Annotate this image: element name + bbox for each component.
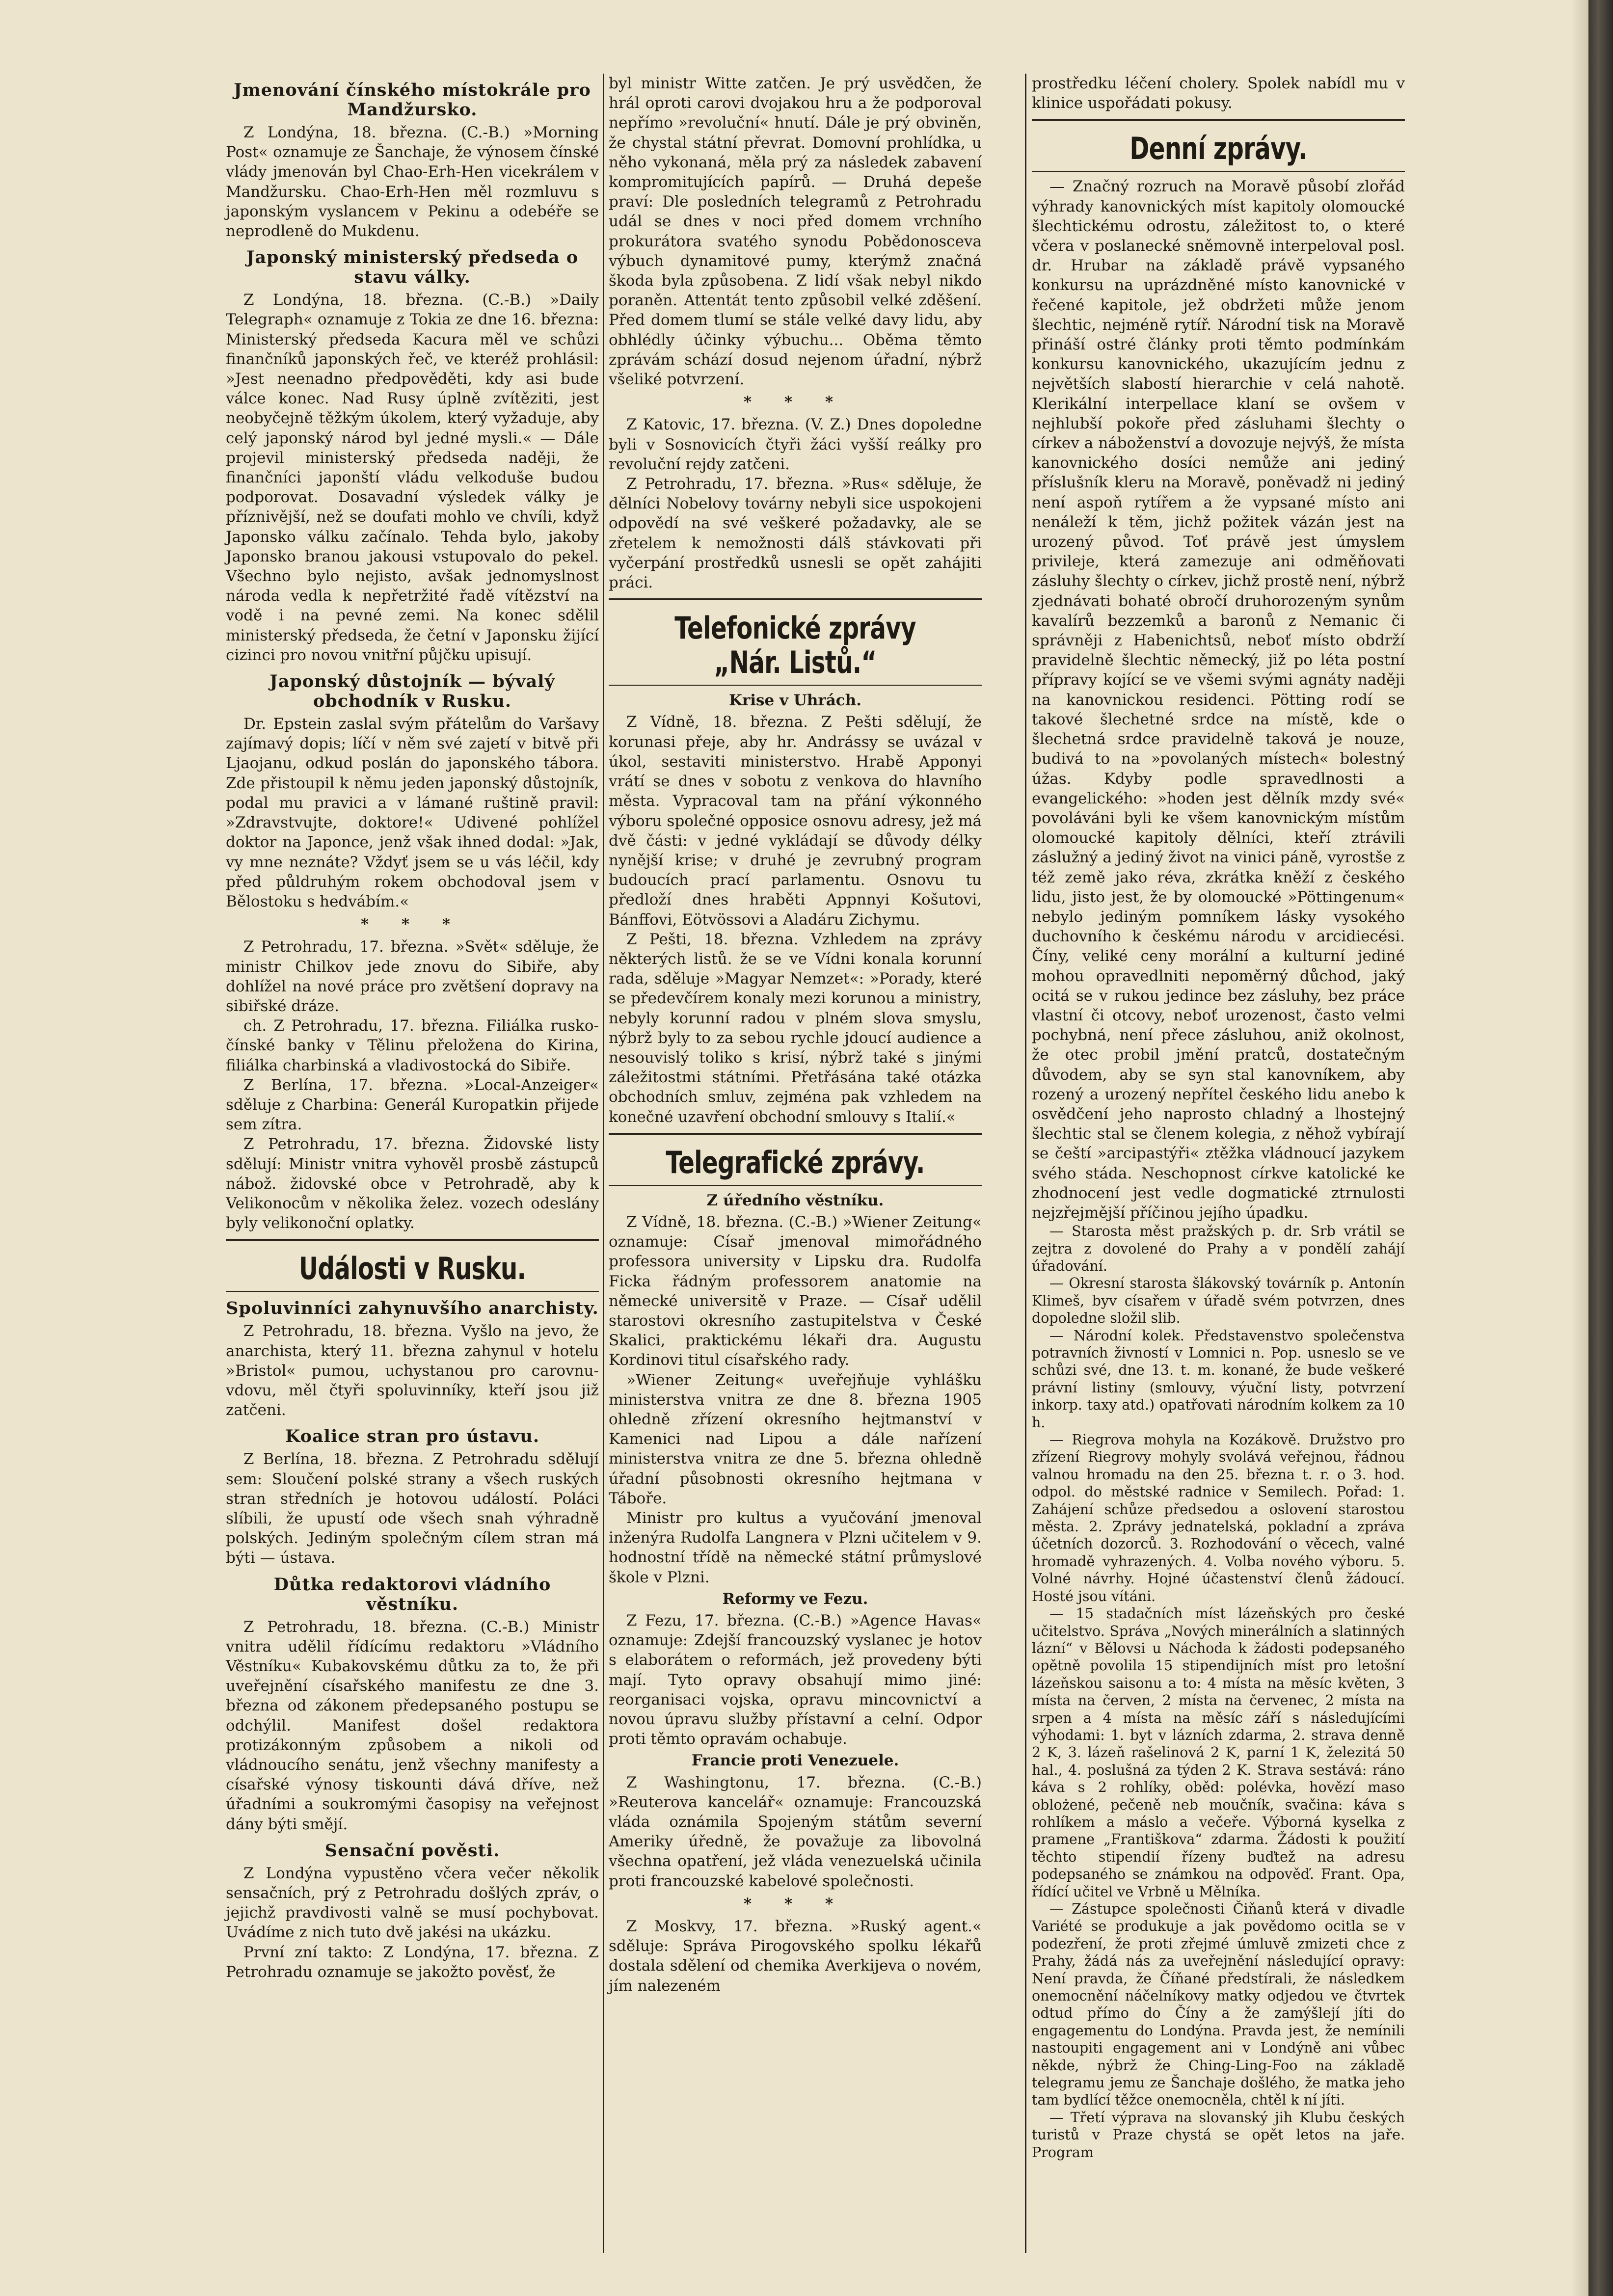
article-paragraph: Z Petrohradu, 18. března. Vyšlo na jevo, že anarchista, který 11. března zahynul v hotelu »Bristol« pumou, uchystanou pro carovnu-vdovu, měl čtyři spoluvinníky, kteří jsou již zatčeni. [226, 1322, 599, 1419]
article-paragraph: Z Moskvy, 17. března. »Ruský agent.« sděluje: Správa Pirogovského spolku lékařů dostala sdělení od chemika Averkijeva o novém, jím nalezeném [609, 1918, 982, 1995]
news-item: — Zástupce společnosti Čiňanů která v divadle Variété se produkuje a jak povědomo ocitla se v podezření, že proti zřejmé úmluvě zmizeti chce z Prahy, žádá nás za uveřejnění následující opravy: Není pravda, že Číňané předstírali, že následkem onemocnění náčelníkovy matky odjedou ve čtvrtek odtud přímo do Číny a že zamýšlejí jíti do engagementu do Londýna. Pravda jest, že nemínili nastoupiti engagement ani v Londýně ani vůbec někde, nýbrž že Ching-Ling-Foo na základě telegramu jemu ze Šanchaje došlého, že matka jeho tam bydlící těžce onemocněla, chtěl k ní jíti. [1032, 1901, 1405, 2109]
article-paragraph: Ministr pro kultus a vyučování jmenoval inženýra Rudolfa Langnera v Plzni učitelem v 9. hodnostní třídě na německé státní průmyslové škole v Plzni. [609, 1509, 982, 1586]
page-fold-shadow [1571, 0, 1588, 2296]
article-heading: Sensační pověsti. [324, 1840, 500, 1861]
news-item: — Starosta měst pražských p. dr. Srb vrátil se zejtra z dovolené do Prahy a v pondělí zahájí úřadování. [1032, 1223, 1405, 1274]
section-rule [226, 1239, 599, 1241]
subsection-title: Krise v Uhrách. [728, 692, 862, 710]
news-item: — Národní kolek. Představenstvo společenstva potravních živností v Lomnici n. Pop. usneslo se ve schůzi své, dne 13. t. m. konané, že bude veškeré právní listiny (smlouvy, výuční listy, potvrzení inkorp. taxy atd.) opatřovati národním kolkem za 10 h. [1032, 1327, 1405, 1431]
article-paragraph: Z Londýna, 18. března. (C.-B.) »Daily Telegraph« oznamuje z Tokia ze dne 16. března: Ministerský předseda Kacura měl ve schůzi finančníků japonských řeč, ve kteréž prohlásil: »Jest neenadno předpověděti, kdy asi bude válce konec. Nad Rusy úplně zvítěziti, jest neobyčejně těžkým úkolem, který vyžaduje, aby celý japonský národ byl jedné mysli.« — Dále projevil ministerský předseda naději, že finančníci japonští vládu velkoduše budou podporovat. Dosavadní výsledek války je příznivější, než se doufati mohlo ve chvíli, když Japonsko válku začínalo. Tehda bylo, jakoby Japonsko branou jakousi vstupovalo do pekel. Všechno bylo nejisto, avšak jednomyslnost národa vedla k nepřetržité řadě vítězství na vodě i na pevné zemi. Na konec sdělil ministerský předseda, že četní v Japonsku žijící cizinci pro novou vnitřní půjčku upisují. [226, 291, 599, 664]
article-paragraph: Z Berlína, 18. března. Z Petrohradu sdělují sem: Sloučení polské strany a všech ruských stran středních je hotovou událostí. Poláci slíbili, že upustí ode všech snah výhradně polských. Jediným společným cílem stran má býti — ústava. [226, 1450, 599, 1567]
article-heading: Jmenování čínského místokrále pro Mandžursko. [234, 80, 591, 120]
section-separator: * * * [743, 1895, 847, 1913]
column-1 [226, 74, 599, 1982]
section-rule [609, 1185, 982, 1186]
article-paragraph: Z Petrohradu, 17. března. »Rus« sděluje, že dělníci Nobelovy továrny nebyli sice uspokojeni odpovědí na své veškeré požadavky, ale se zřetelem k nemožnosti dálš stávkovati při vyčerpání prostředků usnesli se opět zahájiti práci. [609, 475, 982, 592]
article-paragraph: byl ministr Witte zatčen. Je prý usvědčen, že hrál oproti carovi dvojakou hru a že podporoval nepřímo »revoluční« hnutí. Dále je prý obviněn, že chystal státní převrat. Domovní prohlídka, u něho vykonaná, měla prý za následek zabavení kompromitujících papírů. — Druhá depeše praví: Dle posledních telegramů z Petrohradu udál se dnes v noci před domem vrchního prokurátora svatého synodu Pobědonosceva výbuch dynamitové pumy, kterýmž značná škoda byla způsobena. Z lidí však nebyl nikdo poraněn. Attentát tento způsobil velké zděšení. Před domem tlumí se stále velké davy lidu, aby obhlédly účinky výbuchu... Oběma těmto zprávám schází dosud nejenom úřadní, nýbrž všeliké potvrzení. [609, 75, 982, 389]
article-paragraph: Dr. Epstein zaslal svým přátelům do Varšavy zajímavý dopis; líčí v něm své zajetí v bitvě při Ljaojanu, odkud poslán do japonského tábora. Zde přistoupil k němu jeden japonský důstojník, podal mu pravici a v lámané ruštině pravil: »Zdravstvujte, doktore!« Udivené pohlížel doktor na Japonce, jenž však ihned dodal: »Jak, vy mne neznáte? Vždyť jsem se u vás léčil, kdy před půldruhým rokem obchodoval jsem v Bělostoku s hedvábím.« [226, 715, 599, 910]
section-separator: * * * [360, 915, 464, 934]
article-paragraph: První zní takto: Z Londýna, 17. března. Z Petrohradu oznamuje se jakožto pověsť, že [226, 1943, 599, 1981]
article-paragraph: Z Londýna, 18. března. (C.-B.) »Morning Post« oznamuje ze Šanchaje, že výnosem čínské vlády jmenován byl Chao-Erh-Hen vicekrálem v Mandžursku. Chao-Erh-Hen měl rozmluvu s japonským vyslancem v Pekinu a odebéře se neprodleně do Mukdenu. [226, 124, 599, 240]
article-heading: Důtka redaktorovi vládního věstníku. [273, 1574, 551, 1614]
section-title: Události v Rusku. [298, 1251, 526, 1287]
column-2 [609, 74, 982, 1996]
article-paragraph: Z Fezu, 17. března. (C.-B.) »Agence Havas« oznamuje: Zdejší francouzský vyslanec je hotov s elaborátem o reformách, jež provedeny býti mají. Tyto opravy obsahují mimo jiné: reorganisaci vojska, opravu mincovnictví a novou úpravu služby přístavní a celní. Odpor proti těmto opravám ochabuje. [609, 1612, 982, 1748]
article-heading: Japonský ministerský předseda o stavu války. [246, 247, 579, 288]
section-rule [609, 685, 982, 686]
news-items-block [1032, 1223, 1405, 2161]
subsection-title: Z úředního věstníku. [706, 1191, 884, 1209]
article-paragraph: Z Pešti, 18. března. Vzhledem na zprávy některých listů. že se ve Vídni konala korunní rada, sděluje »Magyar Nemzet«: »Porady, které se předevčírem konaly mezi korunou a ministry, nebyly korunní radou v plném slova smyslu, nýbrž byly to za sebou rychle jdoucí audience a nesouvislý toliko s krisí, nýbrž také s jinými záležitostmi státními. Přetřásána také otázka obchodních smluv, zejména pak vzhledem na konečné uzavření obchodní smlouvy s Italií.« [609, 930, 982, 1126]
article-paragraph: »Wiener Zeitung« uveřejňuje vyhlášku ministerstva vnitra ze dne 8. března 1905 ohledně zřízení okresního hejtmanství v Kamenici nad Lipou a dále nařízení ministerstva vnitra ze dne 5. března ohledně úřadní působnosti okresního hejtmana v Táboře. [609, 1371, 982, 1507]
article-paragraph: Z Petrohradu, 17. března. »Svět« sděluje, že ministr Chilkov jede znovu do Sibiře, aby dohlížel na nové práce pro zvětšení dopravy na sibiřské dráze. [226, 938, 599, 1015]
article-paragraph: Z Katovic, 17. března. (V. Z.) Dnes dopoledne byli v Sosnovicích čtyři žáci vyšší reálky pro revoluční rejdy zatčeni. [609, 416, 982, 473]
column-rule [603, 74, 604, 2253]
section-rule [1032, 171, 1405, 172]
section-title: Telegrafické zprávy. [666, 1144, 925, 1180]
column-3 [1032, 74, 1405, 2161]
section-rule [226, 1291, 599, 1292]
article-paragraph: Z Vídně, 18. března. Z Pešti sdělují, že korunasi přeje, aby hr. Andrássy se uvázal v úkol, sestaviti ministerstvo. Hrabě Apponyi vrátí se dnes v sobotu z venkova do hlavního města. Vypracoval tam na přání výkonného výboru společné opposice osnovu adresy, jež má dvě části: v jedné vykládají se důvody délky nynější krise; v druhé je zevrubný program budoucích prací parlamentu. Osnovu tu předloží dnes hraběti Appnnyi Košutovi, Bánffovi, Eötvössovi a Aladáru Zichymu. [609, 713, 982, 929]
news-item: — 15 stadačních míst lázeňských pro české učitelstvo. Správa „Nových minerálních a slatinných lázní“ v Bělovsi u Náchoda k žádosti podepsaného opětně povolila 15 stipendijních míst pro letošní lázeňskou saisonu a to: 4 místa na měsíc květen, 3 místa na červen, 2 místa na červenec, 2 místa na srpen a 4 místa na měsíc září s následujícími výhodami: 1. byt v lázních zdarma, 2. strava denně 2 K, 3. lázeň rašelinová 2 K, parní 1 K, železitá 50 hal., 4. poslušná za týden 2 K. Strava sestává: ráno káva s 2 rohlíky, oběd: polévka, hovězí maso oblożené, pečeně neb moučník, svačina: káva s rohlíkem a máslo a večeře. Výborná kyselka z pramene „Františkova“ zdarma. Žádosti k použití těchto stipendií řízeny buďtež na adresu podepsaného se známkou na odpověď. Frant. Opa, řídící učitel ve Vrbně u Mělníka. [1032, 1605, 1405, 1900]
column-rule [1025, 74, 1026, 2253]
book-spine-edge [1588, 0, 1613, 2296]
news-item: — Riegrova mohyla na Kozákově. Družstvo pro zřízení Riegrovy mohyly svolává veřejnou, řádnou valnou hromadu na den 25. března t. r. o 3. hod. odpol. do městské radnice v Semilech. Pořad: 1. Zahájení schůze předsedou a oslovení starostou města. 2. Zprávy jednatelská, pokladní a zpráva účetních dozorců. 3. Rozhodování o věcech, valné hromadě vyhrazených. 4. Volba nového výboru. 5. Volné návrhy. Hojné účastenství členů žádoucí. Hosté jsou vítáni. [1032, 1432, 1405, 1604]
article-paragraph: Z Petrohradu, 18. března. (C.-B.) Ministr vnitra udělil řídícímu redaktoru »Vládního Věstníku« Kubakovskému důtku za to, že při uveřejnění císařského manifestu ze dne 3. března od zákonem předepsaného postupu se odchýlil. Manifest došel redaktora protizákonným způsobem a nikoli od vládnoucího senátu, jenž všechny manifesty a císařské výnosy tiskounti dává dříve, než úřadními a soukromými časopisy na veřejnost dány býti smějí. [226, 1618, 599, 1833]
article-paragraph: Z Petrohradu, 17. března. Židovské listy sdělují: Ministr vnitra vyhověl prosbě zástupců nábož. židovské obce v Petrohradě, aby k Velikonocům v několika želez. vozech odeslány byly velikonoční oplatky. [226, 1135, 599, 1232]
article-paragraph: Z Berlína, 17. března. »Local-Anzeiger« sděluje z Charbina: Generál Kuropatkin přijede sem zítra. [226, 1076, 599, 1134]
section-separator: * * * [743, 393, 847, 411]
news-item: — Třetí výprava na slovanský jih Klubu českých turistů v Praze chystá se opět letos na jaře. Program [1032, 2109, 1405, 2161]
article-paragraph: Z Vídně, 18. března. (C.-B.) »Wiener Zeitung« oznamuje: Císař jmenoval mimořádného professora university v Lipsku dra. Rudolfa Ficka řádným professorem anatomie na německé universitě v Praze. — Císař udělil starostovi okresního zastupitelstva v České Skalici, praktickému lékaři dra. Augustu Kordinovi titul císařského rady. [609, 1213, 982, 1369]
article-heading: Japonský důstojník — bývalý obchodník v Rusku. [269, 671, 555, 712]
article-paragraph: Z Washingtonu, 17. března. (C.-B.) »Reuterova kancelář« oznamuje: Francouzská vláda oznámila Spojeným státům severní Ameriky úředně, že považuje za libovolná všechna opatření, jež vláda venezuelská učinila proti francouzské kabelové společnosti. [609, 1773, 982, 1890]
article-paragraph: Z Londýna vypustěno včera večer několik sensačních, prý z Petrohradu došlých zpráv, o jejichž pravdivosti valně se musí pochybovat. Uvádíme z nich tuto dvě jakési na ukázku. [226, 1864, 599, 1942]
article-heading: Koalice stran pro ústavu. [285, 1426, 540, 1447]
section-title: Telefonické zprávy „Nár. Listů.“ [674, 610, 916, 681]
subsection-title: Reformy ve Fezu. [722, 1590, 868, 1608]
subsection-title: Francie proti Venezuele. [691, 1752, 899, 1770]
article-paragraph: prostředku léčení cholery. Spolek nabídl mu v klinice uspořádati pokusy. [1032, 75, 1405, 112]
article-paragraph: ch. Z Petrohradu, 17. března. Filiálka rusko-čínské banky v Tělinu přeložena do Kirina, filiálka charbinská a vladivostocká do Sibiře. [226, 1017, 599, 1074]
section-rule [1032, 119, 1405, 121]
section-title: Denní zprávy. [1129, 131, 1307, 167]
section-rule [609, 598, 982, 600]
article-heading: Spoluvinníci zahynuvšího anarchisty. [226, 1298, 599, 1319]
section-rule [609, 1133, 982, 1135]
article-paragraph: — Značný rozruch na Moravě působí zlořád výhrady kanovnických míst kapitoly olomoucké šlechtickému odrostu, záležitost to, o které včera v poslanecké sněmovně interpeloval posl. dr. Hrubar na základě právě vypsaného konkursu na uprázdněné místo kanovnické v řečené kapitole, jež obdržeti může jenom šlechtic, nejméně rytíř. Národní tisk na Moravě přináší ostré články proti těmto podmínkám konkursu kanovnického, ukazujícím jednu z největších slabostí hierarchie v celá nahotě. Klerikální interpellace klaní se ovšem v nejhlubší pokoře před zásluhami šlechty o církev a náboženství a dovozuje nejvýš, že místa kanovnického dosíci nemůže ani jediný příslušník kleru na Moravě, poněvadž ni jediný není aspoň rytířem a že vypsané místo ani nenáleží k těm, jichž požitek vázán jest na urozený původ. Toť právě jest úmyslem privileje, která zamezuje ani odměňovati zásluhy šlechty o církev, jichž prostě není, nýbrž zjednávati bohaté obročí druhorozeným synům kavalírů bezzemků a baronů z Nemanic či správněji z Habenichtsů, neboť místo obdrží pravidelně šlechtic německý, již po léta postní přípravy kojící se ve všemi svými agnáty naději na kanovnickou residenci. Pötting rodí se takové šlechetné srdce na místě, kde o šlechetná srdce pravidelně taková je nouze, budivá to na »povolaných místech« bolestný úžas. Kdyby podle spravedlnosti a evangelického: »hoden jest dělník mzdy své« povoláváni byli ke všem kanovnickým místům olomoucké kapitoly dělníci, kteří ztrávili záslužný a jediný život na vinici páně, vyrostše z též země jako réva, zkrátka kněží z českého lidu, jisto jest, že by olomoucké »Pöttingenum« nebylo jediným pomníkem lásky vysokého duchovního k českému národu v arcidiecési. Číny, veliké ceny morální a kulturní jediné mohou opravedlniti nepoměrný důchod, jaký ocitá se v rukou jedince bez zásluhy, bez práce vlastní či otcovy, neboť urozenost, často velmi pochybná, není přece zásluhou, aniž okolnost, že otec probil jmění pratců, dostatečným důvodem, aby se syn stal kanovníkem, aby rozený a urozený nepřítel českého lidu anebo k osvědčení jeho naprosto chladný a lhostejný šlechtic stal se členem kolegia, z něhož vybírají se čeští »arcipastýři« ztěžka vládnoucí jazykem svého stáda. Neschopnost církve katolické ke zhodnocení jest vedle dogmatické ztrnulosti nejzřejmější příčinou jejího úpadku. [1032, 178, 1405, 1222]
news-item: — Okresní starosta šlákovský továrník p. Antonín Klimeš, byv císařem v úřadě svém potvrzen, dnes dopoledne složil slib. [1032, 1275, 1405, 1327]
